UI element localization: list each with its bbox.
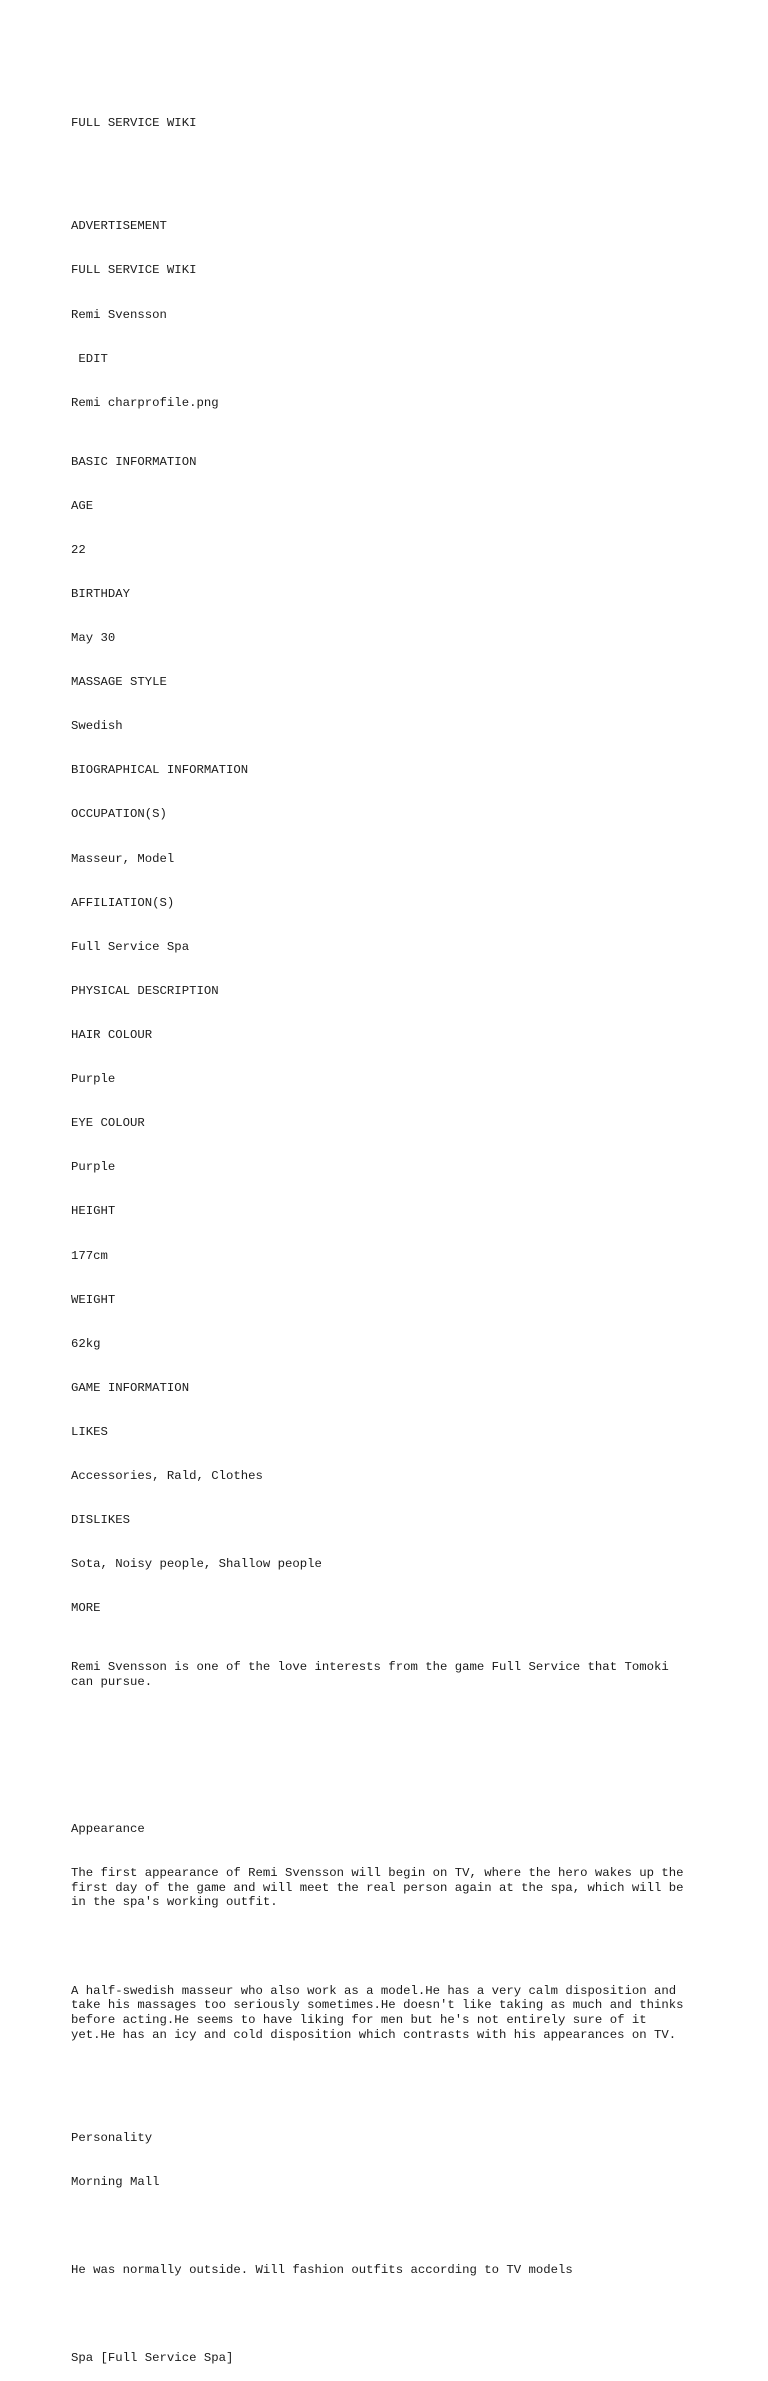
- advertisement-label: ADVERTISEMENT: [71, 219, 167, 234]
- character-image-filename[interactable]: Remi charprofile.png: [71, 395, 219, 410]
- infobox-physical-heading: PHYSICAL DESCRIPTION: [71, 983, 219, 998]
- intro-paragraph: Remi Svensson is one of the love interests from the game Full Service that Tomoki can pursue.: [71, 1660, 669, 1689]
- infobox-hair-value: Purple: [71, 1072, 116, 1087]
- site-title[interactable]: FULL SERVICE WIKI: [71, 116, 197, 131]
- infobox-likes-label: LIKES: [71, 1424, 108, 1439]
- infobox-birthday-value: May 30: [71, 631, 116, 645]
- infobox-basic-heading: BASIC INFORMATION: [71, 454, 197, 469]
- personality-mall-text: He was normally outside. Will fashion outfits according to TV models: [71, 2262, 573, 2277]
- infobox-massage-value: Swedish: [71, 719, 123, 734]
- appearance-paragraph-2: A half-swedish masseur who also work as a model.He has a very calm disposition and take his massages too seriously sometimes.He doesn't like taking as much and thinks before acting.He seems to have liking for men but he's not entirely sure of it yet.He has an icy and cold disposition which contrasts with his appearances on TV.: [71, 1983, 684, 2042]
- infobox-dislikes-label: DISLIKES: [71, 1513, 131, 1528]
- personality-location-spa: Spa [Full Service Spa]: [71, 2351, 234, 2366]
- infobox-height-value: 177cm: [71, 1248, 108, 1263]
- infobox-game-heading: GAME INFORMATION: [71, 1380, 190, 1395]
- infobox-birthday-label: BIRTHDAY: [71, 586, 131, 601]
- infobox-occupation-value: Masseur, Model: [71, 851, 175, 866]
- infobox-eye-value: Purple: [71, 1160, 116, 1175]
- infobox-age-label: AGE: [71, 498, 94, 513]
- infobox-occupation-label: OCCUPATION(S): [71, 807, 167, 822]
- infobox-massage-label: MASSAGE STYLE: [71, 675, 167, 690]
- infobox-likes-value: Accessories, Rald, Clothes: [71, 1469, 263, 1484]
- infobox-weight-label: WEIGHT: [71, 1292, 116, 1307]
- infobox-more-toggle[interactable]: MORE: [71, 1601, 101, 1616]
- infobox-bio-heading: BIOGRAPHICAL INFORMATION: [71, 763, 249, 778]
- wiki-page-text: [71, 87, 731, 2381]
- personality-location-mall: Morning Mall: [71, 2174, 160, 2189]
- infobox-affiliation-value[interactable]: Full Service Spa: [71, 939, 190, 954]
- infobox-age-value: 22: [71, 542, 86, 557]
- edit-link[interactable]: EDIT: [71, 351, 108, 366]
- infobox-eye-label: EYE COLOUR: [71, 1116, 145, 1131]
- appearance-heading: Appearance: [71, 1821, 145, 1836]
- wiki-name[interactable]: FULL SERVICE WIKI: [71, 263, 197, 278]
- infobox-affiliation-label: AFFILIATION(S): [71, 895, 175, 910]
- appearance-paragraph-1: The first appearance of Remi Svensson will begin on TV, where the hero wakes up the first day of the game and will meet the real person again at the spa, which will be in the spa's working outfit.: [71, 1866, 684, 1910]
- infobox-dislikes-value: Sota, Noisy people, Shallow people: [71, 1557, 322, 1572]
- personality-heading: Personality: [71, 2130, 153, 2145]
- infobox-weight-value: 62kg: [71, 1336, 101, 1351]
- page-title: Remi Svensson: [71, 307, 167, 322]
- infobox-hair-label: HAIR COLOUR: [71, 1027, 153, 1042]
- infobox-height-label: HEIGHT: [71, 1204, 116, 1219]
